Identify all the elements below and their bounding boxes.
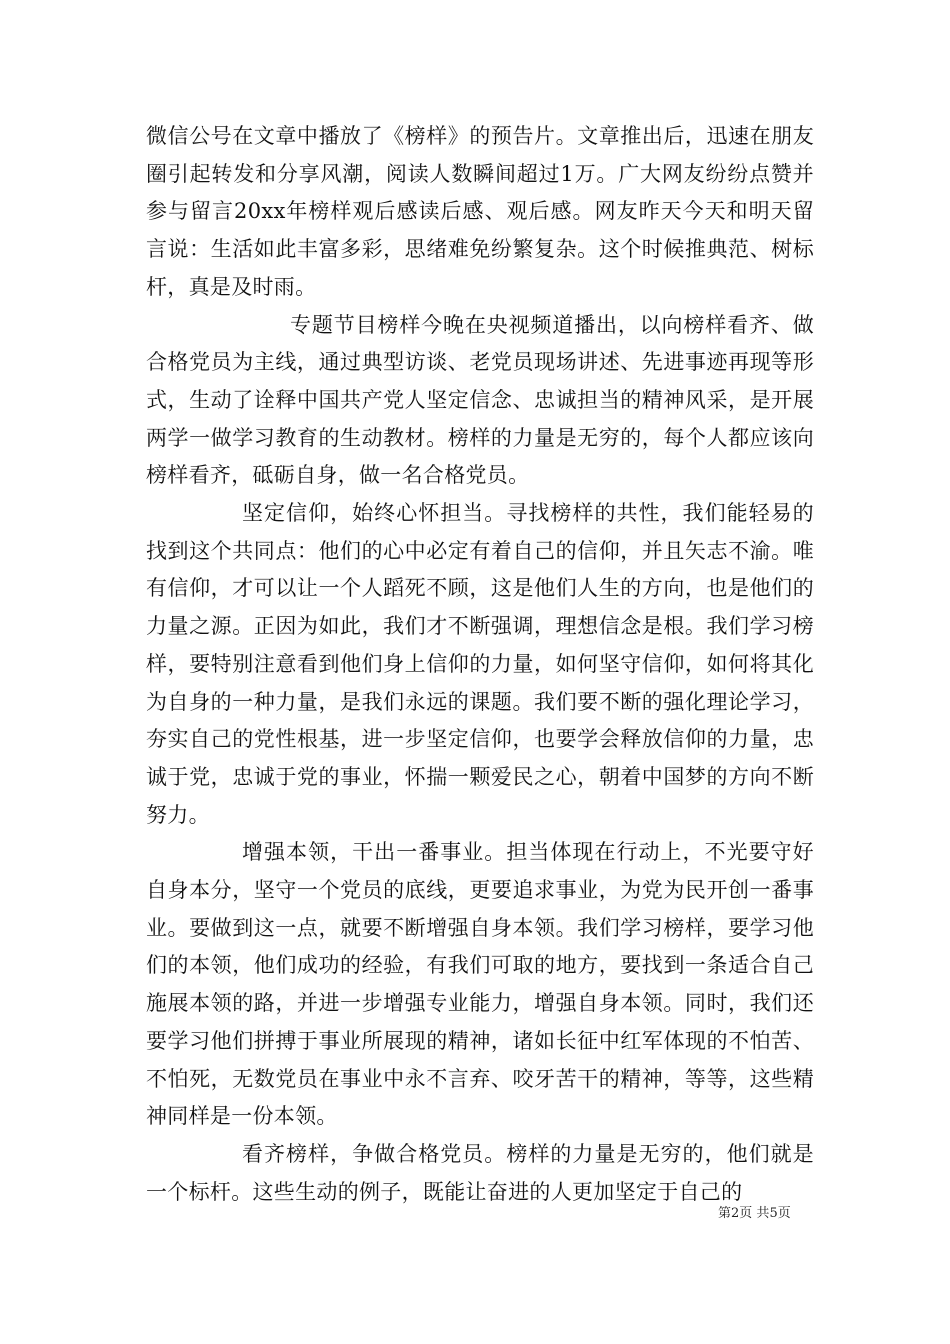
- paragraph-program: 专题节目榜样今晚在央视频道播出，以向榜样看齐、做合格党员为主线，通过典型访谈、老党员现场讲述、先进事迹再现等形式，生动了诠释中国共产党人坚定信念、忠诚担当的精神风采，是开展两学一做学习教育的生动教材。榜样的力量是无穷的，每个人都应该向榜样看齐，砥砺自身，做一名合格党员。: [146, 312, 814, 488]
- total-pages-number: 5: [769, 1206, 778, 1221]
- current-page-number: 2: [731, 1206, 740, 1221]
- page-number-footer: [718, 1206, 818, 1222]
- paragraph-ability: 增强本领，干出一番事业。担当体现在行动上，不光要守好自身本分，坚守一个党员的底线，更要追求事业，为党为民开创一番事业。要做到这一点，就要不断增强自身本领。我们学习榜样，要学习他们的本领，他们成功的经验，有我们可取的地方，要找到一条适合自己施展本领的路，并进一步增强专业能力，增强自身本领。同时，我们还要学习他们拼搏于事业所展现的精神，诸如长征中红军体现的不怕苦、不怕死，无数党员在事业中永不言弃、咬牙苦干的精神，等等，这些精神同样是一份本领。: [146, 840, 814, 1129]
- page-label-mid: 页 共: [739, 1206, 770, 1221]
- paragraph-intro: 微信公号在文章中播放了《榜样》的预告片。文章推出后，迅速在朋友圈引起转发和分享风潮，阅读人数瞬间超过1万。广大网友纷纷点赞并参与留言20xx年榜样观后感读后感、观后感。网友昨天今天和明天留言说：生活如此丰富多彩，思绪难免纷繁复杂。这个时候推典范、树标杆，真是及时雨。: [146, 124, 814, 299]
- document-body: [146, 118, 814, 1211]
- page-label-suffix: 页: [777, 1206, 791, 1221]
- page-label-prefix: 第: [718, 1206, 732, 1221]
- paragraph-role-model: 看齐榜样，争做合格党员。榜样的力量是无穷的，他们就是一个标杆。这些生动的例子，既能让奋进的人更加坚定于自己的: [146, 1141, 814, 1204]
- paragraph-faith: 坚定信仰，始终心怀担当。寻找榜样的共性，我们能轻易的找到这个共同点：他们的心中必定有着自己的信仰，并且矢志不渝。唯有信仰，才可以让一个人蹈死不顾，这是他们人生的方向，也是他们的力量之源。正因为如此，我们才不断强调，理想信念是根。我们学习榜样，要特别注意看到他们身上信仰的力量，如何坚守信仰，如何将其化为自身的一种力量，是我们永远的课题。我们要不断的强化理论学习，夯实自己的党性根基，进一步坚定信仰，也要学会释放信仰的力量，忠诚于党，忠诚于党的事业，怀揣一颗爱民之心，朝着中国梦的方向不断努力。: [146, 501, 814, 827]
